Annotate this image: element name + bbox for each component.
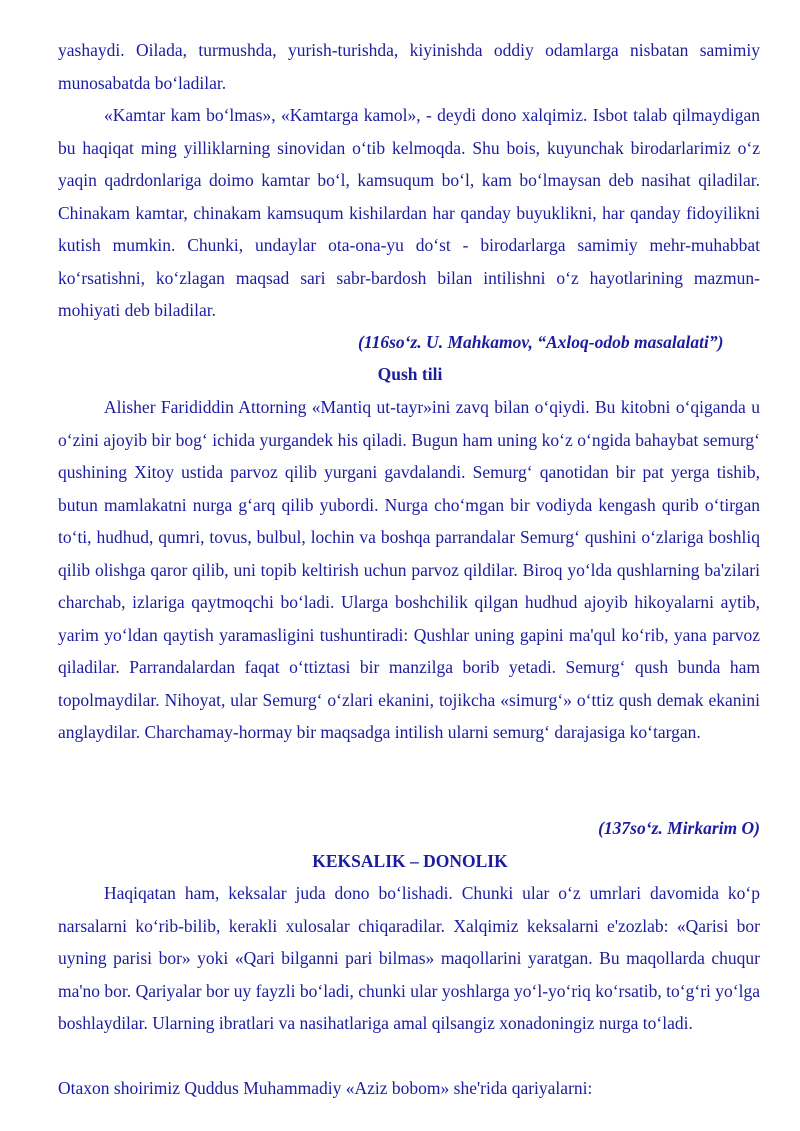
citation-mahkamov: (116so‘z. U. Mahkamov, “Axloq-odob masalalati”) xyxy=(358,332,724,352)
paragraph-keksalik: Haqiqatan ham, keksalar juda dono bo‘lishadi. Chunki ular o‘z umrlari davomida ko‘p narsalarni ko‘rib-bilib, kerakli xulosalar chiqaradilar. Xalqimiz keksalarni e'zozlab: «Qarisi bor uyning parisi bor» yoki «Qari bilganni pari bilmas» maqollarini yaratgan. Bu maqollarda chuqur ma'no bor. Qariyalar bor uy fayzli bo‘ladi, chunki ular yoshlarga yo‘l-yo‘riq ko‘rsatib, to‘g‘ri yo‘lga boshlaydilar. Ularning ibratlari va nasihatlariga amal qilsangiz xonadoningiz nurga to‘ladi. xyxy=(58,883,760,1033)
heading-keksalik-donolik: KEKSALIK – DONOLIK xyxy=(312,851,508,871)
paragraph-quddus: Otaxon shoirimiz Quddus Muhammadiy «Aziz bobom» she'rida qariyalarni: xyxy=(58,1078,593,1098)
paragraph-intro-continuation: yashaydi. Oilada, turmushda, yurish-turishda, kiyinishda oddiy odamlarga nisbatan samimiy munosabatda bo‘ladilar. xyxy=(58,40,760,93)
paragraph-kamtar: «Kamtar kam bo‘lmas», «Kamtarga kamol», - deydi dono xalqimiz. Isbot talab qilmaydigan bu haqiqat ming yilliklarning sinovidan o‘tib kelmoqda. Shu bois, kuyunchak birodarlarimiz o‘z yaqin qadrdonlariga doimo kamtar bo‘l, kamsuqum bo‘l, kam bo‘lmaysan deb nasihat qiladilar. Chinakam kamtar, chinakam kamsuqum kishilardan har qanday buyuklikni, har qanday fidoyilikni kutish mumkin. Chunki, undaylar ota-ona-yu do‘st - birodarlarga samimiy mehr-muhabbat ko‘rsatishni, ko‘zlagan maqsad sari sabr-bardosh bilan intilishni o‘z hayotlarining mazmun-mohiyati deb biladilar. xyxy=(58,105,760,320)
citation-mirkarim: (137so‘z. Mirkarim O) xyxy=(598,818,760,838)
heading-qush-tili: Qush tili xyxy=(377,364,443,384)
paragraph-qush-tili: Alisher Farididdin Attorning «Mantiq ut-tayr»ini zavq bilan o‘qiydi. Bu kitobni o‘qiganda u o‘zini ajoyib bir bog‘ ichida yurgandek his qiladi. Bugun ham uning ko‘z o‘ngida bahaybat semurg‘ qushining Xitoy ustida parvoz qilib yurgani gavdalandi. Semurg‘ qanotidan bir pat yerga tishib, butun mamlakatni nurga g‘arq qilib yubordi. Nurga cho‘mgan bir vodiyda kengash qurib o‘tirgan to‘ti, hudhud, qumri, tovus, bulbul, lochin va boshqa parrandalar Semurg‘ qushini o‘zlariga boshliq qilib olishga qaror qilib, uni topib keltirish uchun parvoz qildilar. Biroq yo‘lda qushlarning ba'zilari charchab, izlariga qaytmoqchi bo‘ladi. Ularga boshchilik qilgan hudhud ajoyib hikoyalarni aytib, yarim yo‘ldan qaytish yaramasligini tushuntiradi: Qushlar uning gapini ma'qul ko‘rib, yana parvoz qiladilar. Parrandalardan faqat o‘ttiztasi bir manzilga borib yetadi. Semurg‘ qush bunda ham topolmaydilar. Nihoyat, ular Semurg‘ o‘zlari ekanini, tojikcha «simurg‘» o‘ttiz qush demak ekanini anglaydilar. Charchamay-hormay bir maqsadga intilish ularni semurg‘ darajasiga ko‘targan. xyxy=(58,397,760,742)
